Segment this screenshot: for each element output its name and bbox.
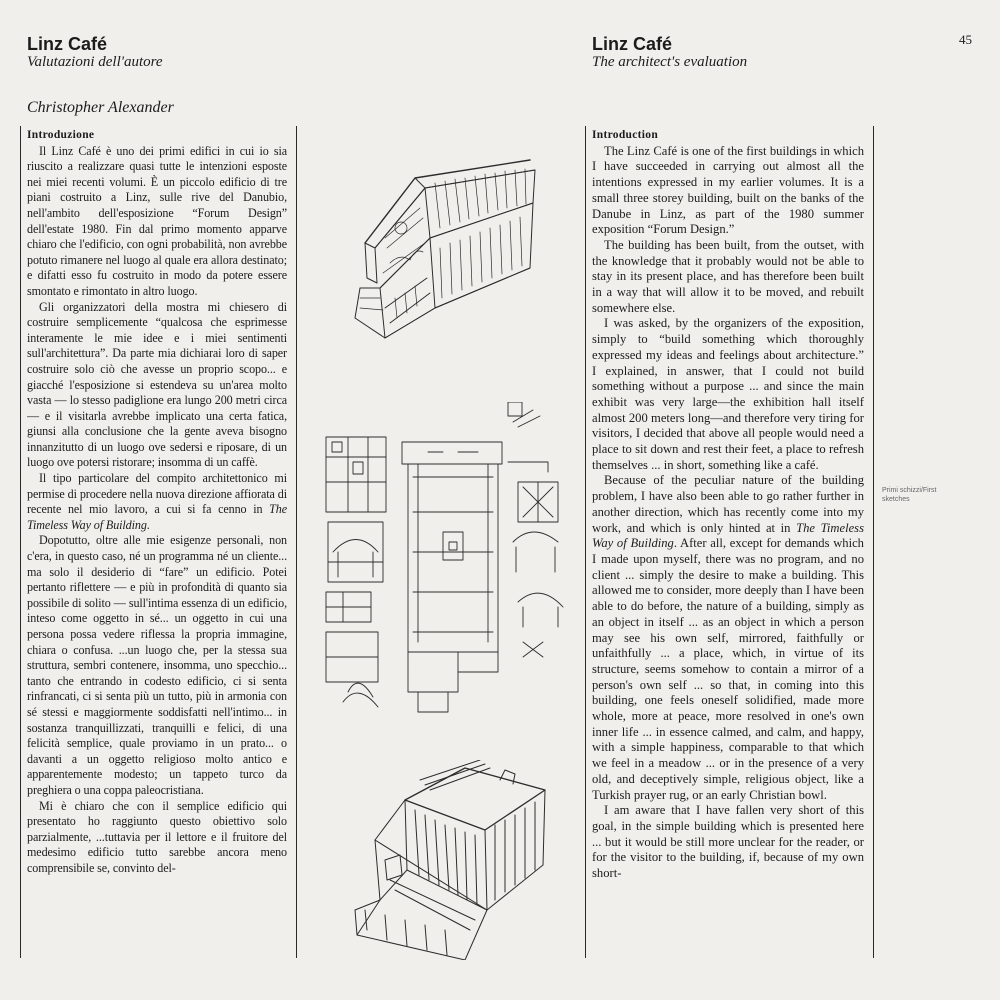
italian-section-heading: Introduzione xyxy=(27,129,95,141)
italian-paragraph: Mi è chiaro che con il semplice edificio qui presentato ho raggiunto questo obiettivo solo parzialmente, ...tuttavia per il lettore e il fruitore del medesimo edificio tutto sarebbe ancora meno comprensibile se, convinto del- xyxy=(27,798,287,875)
sketch-perspective-bottom xyxy=(345,760,560,960)
sketch-floor-plans xyxy=(318,402,572,722)
english-paragraph: Because of the peculiar nature of the building problem, I have also been able to go rather further in another direction, which has recently come into my work, and which is only hinted at in The Timeless Way of Building. After all, except for demands which I made upon myself, there was no program, and no client ... simply the desire to make a building. This allowed me to consider, more deeply than I have been able to do before, the nature of a building, simply as an object in itself ... as an object in which a person may see his own self, mirrored, faithfully or unfaithfully ... a place, which, in virtue of its structure, seems somehow to contain a mirror of a person's own self ... so that, in coming into this building, one feels oneself solidified, made more whole, more at peace, more resolved in one's own inner life ... in essence calmed, and calm, and happy, with a simple happiness, comparable to that which we feel in a meadow ... or in the presence of a very old, and deceptively simple, religious object, like a Turkish prayer rug, or an early Christian bowl. xyxy=(592,473,864,802)
column-rule-english xyxy=(873,126,874,958)
title-italian: Linz Café xyxy=(27,34,108,54)
english-text-column xyxy=(592,128,864,958)
english-paragraph: The Linz Café is one of the first buildings in which I have succeeded in carrying out almost all the intentions expressed in my earlier volumes. It is a small three storey building, built on the banks of the Danube in Linz, as part of the 1980 summer exposition “Forum Design.” xyxy=(592,143,864,237)
author: Christopher Alexander xyxy=(27,99,174,116)
italian-paragraph: Il Linz Café è uno dei primi edifici in cui io sia riuscito a realizzare quasi tutte le intenzioni esposte nei miei recenti volumi. È un piccolo edificio di tre piani costruito a Linz, sulle rive del Danubio, nell'ambito dell'esposizione “Forum Design” dell'estate 1980. Fin dal primo momento apparve chiaro che l'edificio, con ogni probabilità, non avrebbe potuto rimanere nel luogo al quale era allora destinato; e difatti esso fu costruito in modo da potere essere smontato e rimontato in altro luogo. xyxy=(27,143,287,298)
column-rule-left xyxy=(20,126,21,958)
book-title: The Timeless Way of Building xyxy=(592,520,864,551)
subtitle-english: The architect's evaluation xyxy=(592,54,748,70)
italian-paragraph: Il tipo particolare del compito architettonico mi permise di procedere nella nuova direzione affiorata di recente nel mio lavoro, a cui si fa cenno in The Timeless Way of Building. xyxy=(27,471,287,532)
book-title: The Timeless Way of Building xyxy=(27,502,287,532)
english-paragraph: I am aware that I have fallen very short of this goal, in the simple building which is presented here ... but it would be still more unclear for the reader, or for the visitor to the building, if, because of my own short- xyxy=(592,803,864,881)
italian-text-column xyxy=(27,128,287,958)
italian-paragraph: Gli organizzatori della mostra mi chiesero di costruire semplicemente “qualcosa che esprimesse interamente le mie idee e i miei sentimenti sull'architettura”. Da parte mia dichiarai loro di saper costruire solo ciò che avesse un proprio scopo... e giacché l'esposizione si estendeva su un'area molto vasta — lo stesso padiglione era lungo 200 metri circa — e il visitarla avrebbe implicato una certa fatica, giunsi alla conclusione che la gente aveva bisogno innanzitutto di un luogo ove sedersi e riposare, di un luogo ove potersi ristorare; insomma di un caffè. xyxy=(27,299,287,470)
title-english: Linz Café xyxy=(592,34,673,54)
column-rule-italian xyxy=(296,126,297,958)
page-number: 45 xyxy=(959,32,972,47)
english-section-heading: Introduction xyxy=(592,129,659,141)
sketch-perspective-top xyxy=(345,148,545,348)
figure-caption: Primi schizzi/First sketches xyxy=(882,487,937,503)
column-rule-center xyxy=(585,126,586,958)
english-paragraph: The building has been built, from the outset, with the knowledge that it probably would not be able to stay in its present place, and has therefore been built in a way that will allow it to be moved, and rebuilt somewhere else. xyxy=(592,237,864,315)
english-paragraph: I was asked, by the organizers of the exposition, simply to “build something which thoroughly expressed my ideas and feelings about architecture.” I explained, in answer, that I could not build something without a purpose ... and since the main exhibit was very large—the exhibition hall itself almost 200 meters long—and therefore very tiring for visitors, I decided that above all people would need a place to sit down and rest their feet, a place to refresh themselves ... in short, something like a café. xyxy=(592,316,864,472)
subtitle-italian: Valutazioni dell'autore xyxy=(27,54,163,70)
italian-paragraph: Dopotutto, oltre alle mie esigenze personali, non c'era, in questo caso, né un programma né un cliente... ma solo il desiderio di “fare” un edificio. Potei pertanto riflettere — e più in profondità di quanto sia possibile di solito — sull'intima essenza di un edificio, inteso come oggetto in sé... un oggetto in cui una persona possa vedere riflessa la propria immagine, chiara o confusa. ...un luogo che, per la stessa sua struttura, sembri contenere, insomma, uno specchio... tanto che entrando in codesto edificio, ci si senta rinfrancati, ci si senta più un tutto, più in armonia con sé stessi e maggiormente soddisfatti nell'intimo... in sostanza tranquillizzati, tranquilli e felici, di una felicità semplice, quale proviamo in un prato... o davanti a un oggetto religioso molto antico e apparentemente modesto; un tappeto turco da preghiera o una coppa paleocristiana. xyxy=(27,533,287,797)
